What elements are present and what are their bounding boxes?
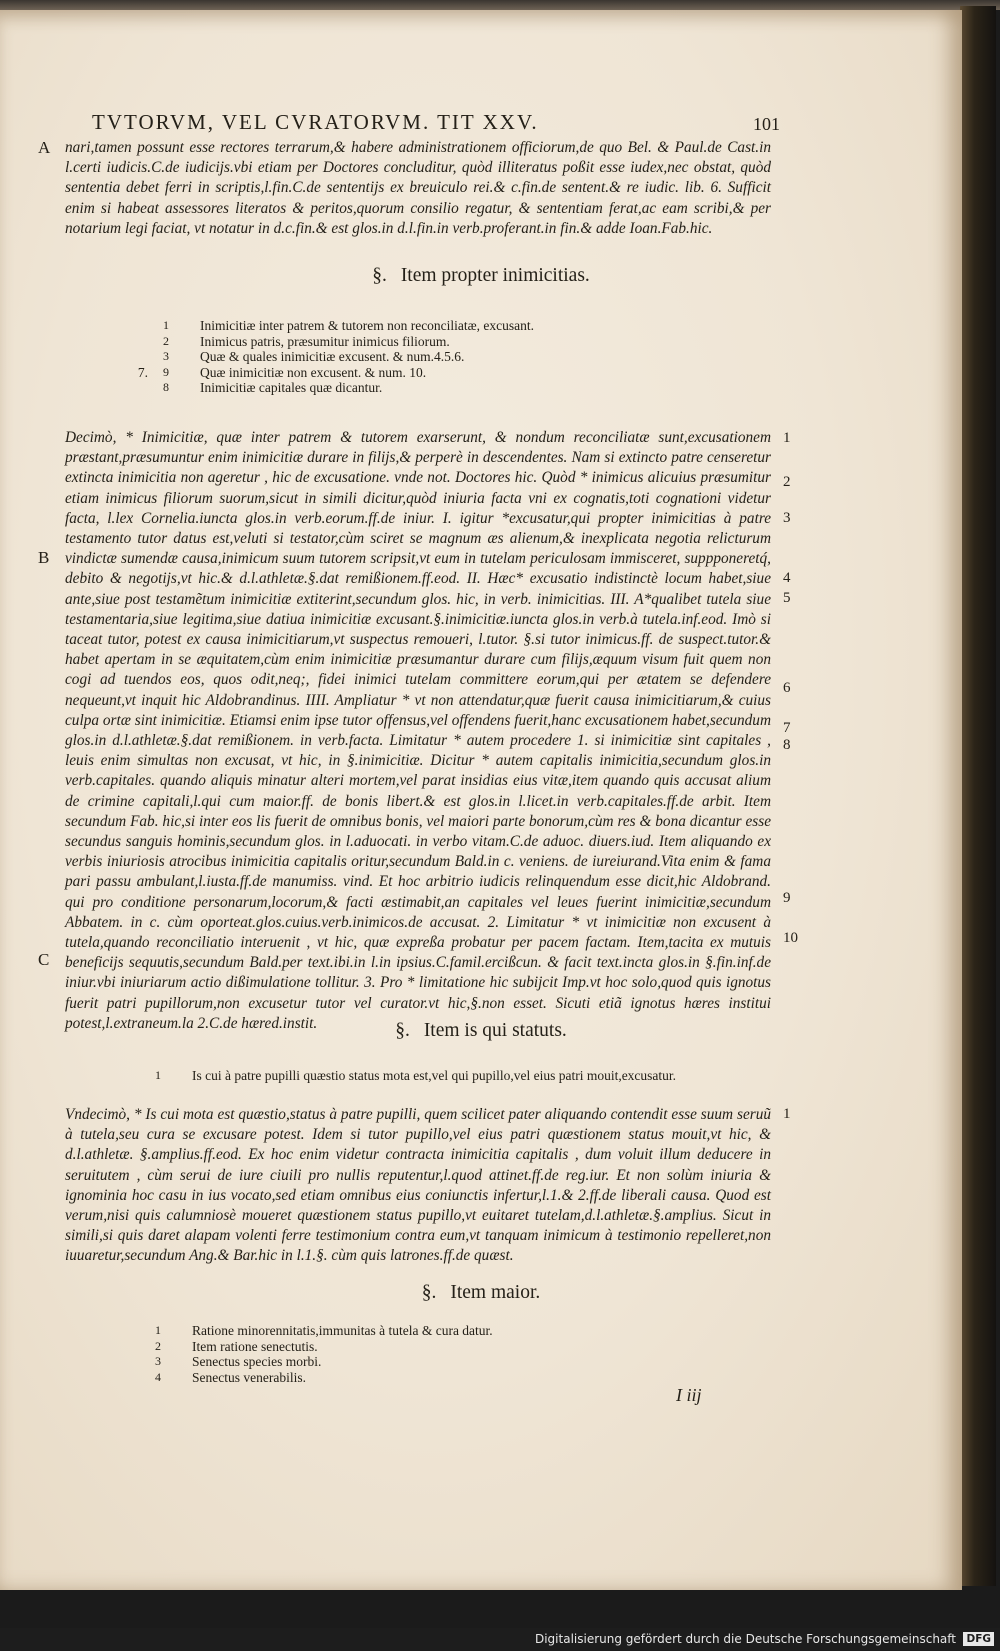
summary-text: Is cui à patre pupilli quæstio status mota est,vel qui pupillo,vel eius patri mouit,excusatur. (192, 1068, 677, 1083)
digitization-credit-bar (0, 1628, 1000, 1651)
summary-number: 1 (155, 1323, 161, 1337)
summary-number: 3 (163, 349, 169, 364)
top-paragraph-text: nari,tamen possunt esse rectores terrarum,& habere administrationem officiorum,de quo Bel. & Paul.de Cast.in l.certi iudicis.C.de iudicijs.vbi etiam per Doctores concluditur, quòd illiteratus poßit esse iudex,nec obstat, quòd sententia debet ferri in scriptis,l.fin.C.de sententijs ex breuiculo rei.& c.fin.de sentent.& re iudic. lib. 6. Sufficit enim si habeat assessores literatos & peritos,quorum consilio regatur, & sententiam ferat,ac eam scribi,& per notarium legi faciat, vt notatur in d.c.fin.& est glos.in d.l.fin.in verb.proferant.in fin.& adde Ioan.Fab.hic. (65, 139, 771, 237)
summary-item (120, 334, 534, 350)
summary-list-status (148, 1068, 676, 1084)
section-title-text: Item is qui statuts. (423, 1020, 567, 1041)
margin-number: 7 (783, 720, 791, 736)
summary-text: Senectus species morbi. (192, 1354, 322, 1370)
summary-prefix (120, 318, 156, 334)
section-heading-inimicitias (0, 265, 962, 287)
summary-item (120, 365, 534, 381)
margin-number: 3 (783, 510, 791, 526)
top-paragraph (65, 138, 771, 239)
margin-number: 6 (783, 680, 791, 696)
margin-letter-b: B (38, 548, 50, 567)
vndecimo-paragraph-text: Vndecimò, * Is cui mota est quæstio,status à patre pupilli, quem scilicet pater aliquando contendit esse suum seruũ à tutela,seu cura se excusare potest. Idem si tutor pupillo,vel eius patri quæstionem status mouit,vt hic, & d.l.athletæ. §.amplius.ff.eod. Ex hoc enim videtur contracta inimicitia capitalis , dum voluit illum deducere in seruitutem , cùm serui de iure ciuili pro nullis reputentur,l.quod attinet.ff.de reg.iur. Et non solùm iniuria & ignominia hoc casu in ius vocato,sed etiam omnibus eius coniunctis infertur,l.1.& 2.ff.de liberali causa. Quod est verum,nisi quis calumniosè moueret quæstionem status pupillo,vt euitaret tutelam,d.l.athletæ.§.amplius. Sicut in simili,si quis daret alapam volenti ferre testimonium contra eum,vt tanquam inimicum à testimonio repelleret,non iuuaretur,secundum Ang.& Bar.hic in l.1.§. cùm quis latrones.ff.de quæst. (65, 1106, 771, 1265)
summary-prefix (120, 334, 156, 350)
signature-mark: I iij (676, 1385, 702, 1405)
running-header: TVTORVM, VEL CVRATORVM. TIT XXV. (92, 110, 539, 134)
margin-number: 9 (783, 890, 791, 906)
margin-letter-c: C (38, 950, 50, 969)
summary-text: Quæ & quales inimicitiæ excusent. & num.4.5.6. (200, 349, 465, 365)
summary-number: 4 (155, 1369, 161, 1384)
vndecimo-paragraph (65, 1105, 771, 1267)
margin-number: 4 (783, 570, 791, 586)
summary-number: 2 (155, 1338, 161, 1353)
summary-number: 3 (155, 1354, 161, 1369)
summary-item (148, 1068, 676, 1084)
dfg-logo: DFG (963, 1632, 994, 1646)
summary-prefix (120, 349, 156, 365)
digitization-credit: Digitalisierung gefördert durch die Deutsche Forschungsgemeinschaft (534, 1632, 956, 1646)
summary-text: Item ratione senectutis. (192, 1338, 318, 1354)
margin-number: 1 (783, 430, 791, 446)
summary-list-maior (148, 1323, 493, 1385)
summary-number: 1 (163, 318, 169, 332)
decimo-paragraph (65, 428, 771, 1034)
section-sign: §. (372, 265, 387, 286)
summary-item (148, 1354, 493, 1370)
section-sign: §. (395, 1020, 410, 1041)
summary-item (148, 1370, 493, 1386)
summary-text: Inimicitiæ inter patrem & tutorem non reconciliatæ, excusant. (200, 318, 535, 333)
margin-number: 1 (783, 1106, 791, 1122)
book-fore-edge (960, 6, 996, 1586)
summary-item (148, 1323, 493, 1339)
section-heading-maior (0, 1282, 962, 1304)
decimo-paragraph-text: Decimò, * Inimicitiæ, quæ inter patrem & tutorem exarserunt, & nondum reconciliatæ sunt,excusationem præstant,præsumuntur enim inimicitiæ durare in filijs,& perperè in descendentes. Nam si extincto patre censeretur extincta inimicitia non ageretur , hic de excusatione. vnde not. Doctores hic. Quòd * inimicus alicuius præsumitur etiam inimicus filiorum suorum,sicut in simili dicitur,quòd iniuria facta vni ex cognatis,toti cognationi videtur facta, l.lex Cornelia.iuncta glos.in verb.eorum.ff.de iniur. I. igitur *excusatur,qui propter inimicitias à patre testamento tutor datus est,veluti si testator,cùm sciret se magnum æs alienum,& inexplicata negotia relicturum vindictæ sumendæ causa,inimicum suum tutorem scripsit,vt eum in tutelam periculosam immisceret, suppponeretq́, debito & negotijs,vt hic.& d.l.athletæ.§.dat remißionem.ff.eod. II. Hæc* excusatio indistinctè locum habet,siue ante,siue post testamẽtum inimicitiæ extiterint,secundum glos. hic, in verb. inimicitias. III. A*qualibet tutela siue testamentaria,siue legitima,siue datiua inimicitiæ excusant.§.inimicitiæ.iuncta glos.in verb.à tutela.inf.eod. Imò si taceat tutor, potest ex causa inimicitiarum,vt suspectus remoueri, l.tutor. §.si tutor inimicus.ff. de suspect.tutor.& habet apertam in se æquitatem,cùm enim inimicitiæ præsumantur durare cum filijs,æquum visum fuit quem non cogi ad tuendos eos, quos odit,neq;, fidei inimici tutelam committere eorum,qui per ætatem se defendere nequeunt,vt inquit hic Aldobrandinus. IIII. Ampliatur * vt non attendatur,quæ fuerit causa inimicitiarum,& cuius culpa ortæ sint inimicitiæ. Etiamsi enim ipse tutor offensus,vel offendens fuerit,hanc excusationem habet,secundum glos.in d.l.athletæ.§.dat remißionem. in verb.facta. Limitatur * autem procedere 1. si inimicitiæ sint capitales , leuis enim simultas non excusat, vt hic, in §.inimicitiæ. Dicitur * autem capitalis inimicitia,secundum glos.in verb.capitales. quando aliquis minatur alteri mortem,vel parat insidias eius vitæ,item quando quis accusat alium de crimine capitali,l.qui cum maior.ff. de bonis libert.& est glos.in l.licet.in verb.capitales.ff.de arbit. Item secundum Fab. hic,si inter eos lis fuerit de omnibus bonis, vel maiori parte bonorum,cùm res & bona dicantur esse secundus sanguis hominis,secundum glos. in l.aduocati. in verbo vitam.C.de aduoc. diuers.iud. Item aliquando ex verbis iniuriosis atrocibus inimicitia capitalis oritur,secundum Bald.in c. veniens. de iureiurand.Vita enim & fama pari passu ambulant,l.iusta.ff.de manumiss. vind. Et hoc arbitrio iudicis relinquendum esse dicit,hic Aldobrand. qui pro conditione personarum,locorum,& facti æstimabit,an capitales vel leues fuerint inimicitiæ,secundum Abbatem. in c. cùm oporteat.glos.cuius.verb.inimicos.de accusat. 2. Limitatur * vt inimicitiæ non excusent à tutela,quando reconciliatio interuenit , vt hic, quæ expreßa probatur per pacem factam. Item,tacita ex mutuis beneficijs sequutis,secundum Bald.per text.ibi.in l.in ipsius.C.famil.ercißcun. & facit text.incta glos.in §.fin.inf.de iniur.vbi iniuriarum actio dißimulatione tollitur. 3. Pro * limitatione hic subijcit Imp.vt hoc solo,quod quis ignotus fuerit patri pupillorum,non excusetur tutor vel curator.vt hic,§.non esset. Sicuti etiã ignotus hæres institui potest,l.extraneum.la 2.C.de hæred.instit. (65, 429, 771, 1032)
margin-letter-a: A (38, 138, 51, 157)
summary-item (148, 1339, 493, 1355)
summary-number: 2 (163, 333, 169, 348)
summary-item (120, 349, 534, 365)
section-sign: §. (421, 1282, 437, 1303)
summary-item (120, 380, 534, 396)
summary-list-inimicitias (120, 318, 534, 396)
summary-text: Inimicitiæ capitales quæ dicantur. (200, 380, 383, 396)
book-page (0, 10, 962, 1590)
summary-number: 9 (163, 364, 169, 379)
summary-text: Quæ inimicitiæ non excusent. & num. 10. (200, 364, 427, 380)
margin-number: 10 (783, 930, 798, 946)
summary-number: 1 (155, 1068, 161, 1082)
summary-prefix (120, 380, 156, 396)
summary-text: Ratione minorennitatis,immunitas à tutela & cura datur. (192, 1323, 493, 1338)
section-title-text: Item maior. (450, 1282, 541, 1303)
summary-text: Senectus venerabilis. (192, 1369, 306, 1385)
section-heading-status (0, 1020, 962, 1042)
summary-item (120, 318, 534, 334)
margin-number: 5 (783, 590, 791, 606)
folio-number: 101 (753, 114, 780, 134)
summary-number: 8 (163, 380, 169, 395)
margin-number: 2 (783, 474, 791, 490)
summary-prefix: 7. (137, 364, 148, 380)
page-top-edge (0, 0, 1000, 10)
margin-number: 8 (783, 737, 791, 753)
summary-text: Inimicus patris, præsumitur inimicus filiorum. (200, 333, 450, 349)
section-title-text: Item propter inimicitias. (400, 265, 590, 286)
